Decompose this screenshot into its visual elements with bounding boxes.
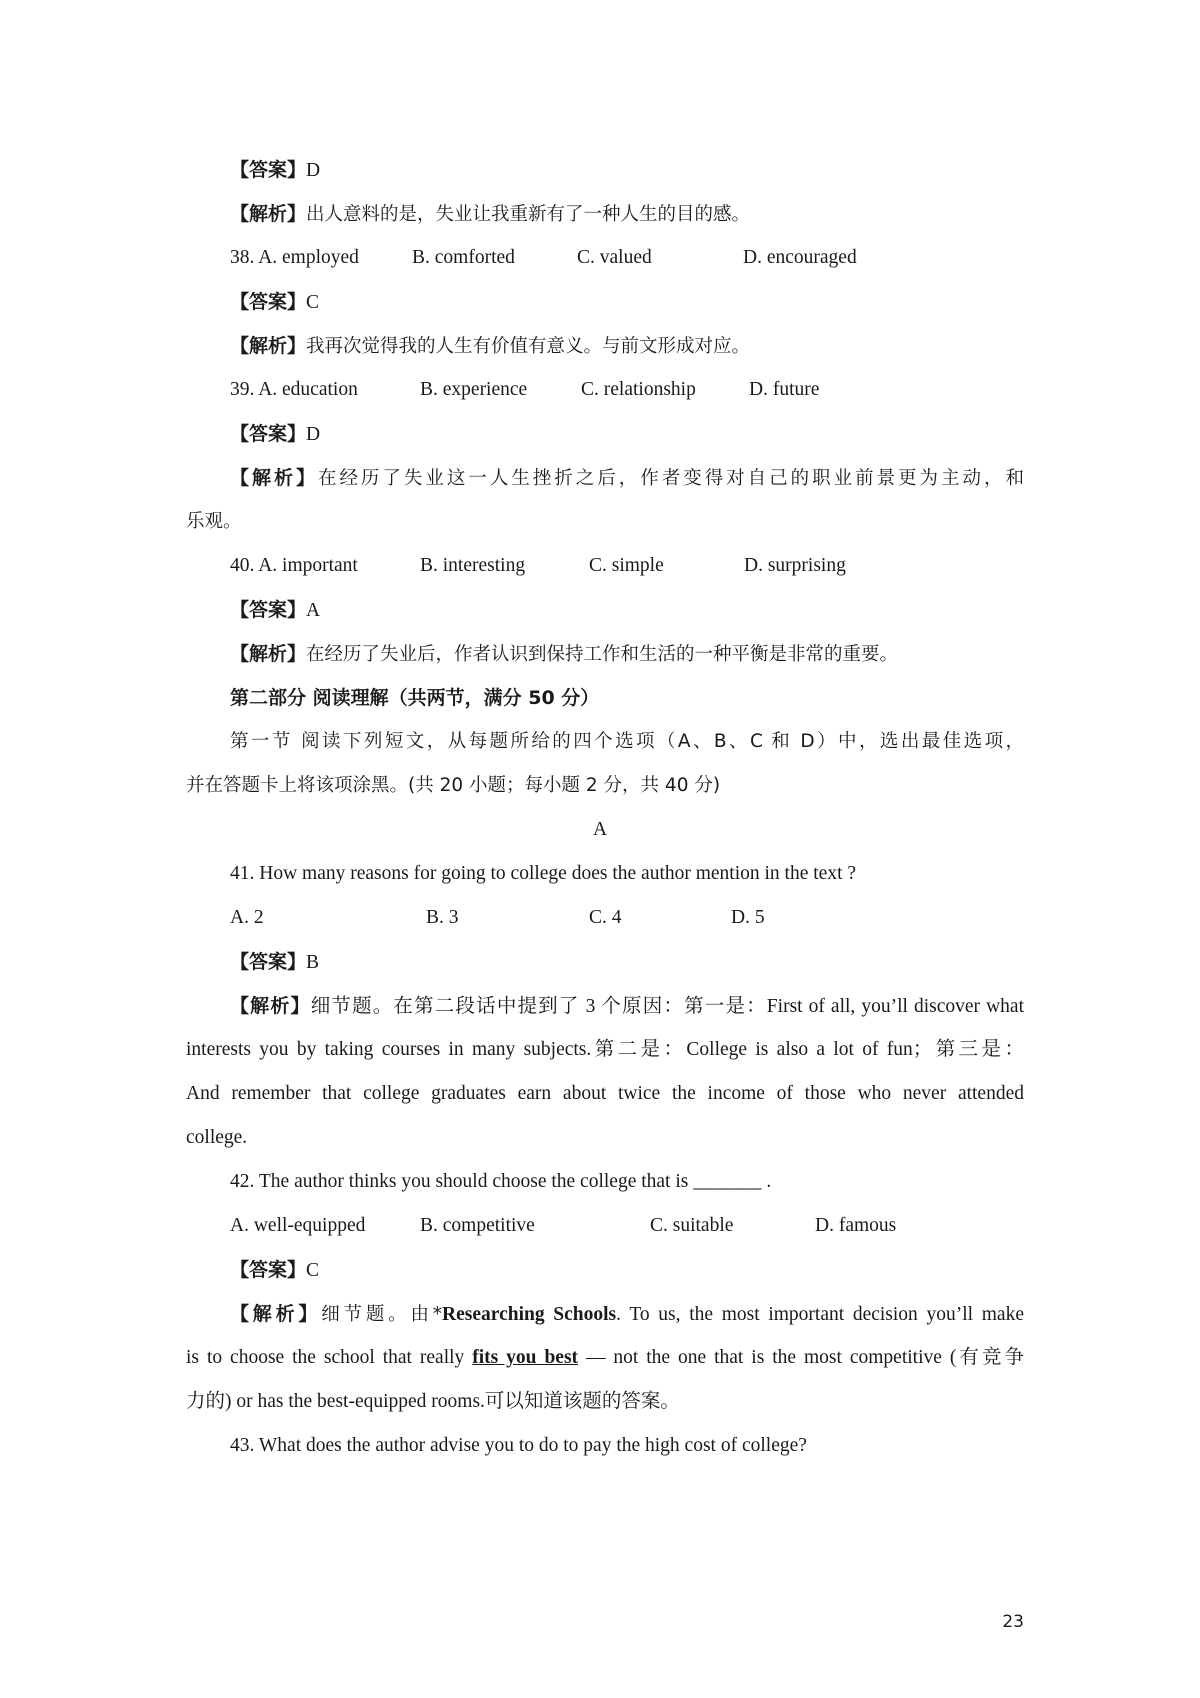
q42-answer: C: [306, 1260, 320, 1281]
q40-analysis: 在经历了失业后，作者认识到保持工作和生活的一种平衡是非常的重要。: [306, 644, 899, 665]
section-instruction-line-1: [0, 724, 1200, 760]
q41-analysis-2: interests you by taking courses in many subjects.第二是：College is also a lot of fun；第三是：: [186, 1039, 1024, 1060]
q42-question-line: [0, 1164, 1200, 1200]
q42-answer-line: [0, 1252, 1200, 1288]
q39-analysis-line-1: [0, 460, 1200, 496]
q38-options-line: [0, 240, 1200, 276]
q40-option-a: 40. A. important: [230, 555, 358, 576]
passage-label: A: [592, 819, 608, 840]
q41-answer: B: [306, 952, 320, 973]
q40-analysis-line: [0, 636, 1200, 672]
q42-options-line: [0, 1208, 1200, 1244]
passage-label-line: [0, 812, 1200, 848]
answer-tag: 【答案】: [230, 159, 307, 181]
q39-answer: D: [306, 424, 321, 445]
q41-answer-line: [0, 944, 1200, 980]
q41-option-c: C. 4: [589, 907, 622, 928]
q39-option-a: 39. A. education: [230, 379, 358, 400]
q41-analysis-line-3: [0, 1076, 1200, 1112]
analysis-tag: 【解析】: [230, 643, 307, 665]
q41-analysis-line-2: [0, 1032, 1200, 1068]
q42-option-a: A. well-equipped: [230, 1215, 366, 1236]
q41-analysis-line-4: [0, 1120, 1200, 1156]
q38-option-b: B. comforted: [412, 247, 515, 268]
q38-answer-line: [0, 284, 1200, 320]
q40-option-d: D. surprising: [744, 555, 846, 576]
q38-analysis: 我再次觉得我的人生有价值有意义。与前文形成对应。: [306, 336, 751, 357]
section-heading-line: [0, 680, 1200, 716]
q37-answer-line: [0, 152, 1200, 188]
q41-analysis-4: college.: [186, 1127, 248, 1148]
q40-answer: A: [306, 600, 321, 621]
q39-number: 39.: [230, 379, 255, 400]
q41-options-line: [0, 900, 1200, 936]
analysis-tag: 【解析】: [230, 1303, 322, 1325]
q41-question: 41. How many reasons for going to college does the author mention in the text ?: [230, 863, 857, 884]
q42-line2-underlined: fits you best: [472, 1347, 579, 1368]
q39-analysis-1: 在经历了失业这一人生挫折之后，作者变得对自己的职业前景更为主动，和: [317, 468, 1024, 489]
answer-tag: 【答案】: [230, 1259, 307, 1281]
q39-option-c: C. relationship: [581, 379, 696, 400]
q37-analysis-line: [0, 196, 1200, 232]
q39-option-b: B. experience: [420, 379, 528, 400]
analysis-tag: 【解析】: [230, 995, 311, 1017]
q42-analysis-line-3: [0, 1384, 1200, 1420]
q38-option-a: 38. A. employed: [230, 247, 359, 268]
q40-answer-line: [0, 592, 1200, 628]
q40-options-line: [0, 548, 1200, 584]
q40-option-b: B. interesting: [420, 555, 526, 576]
q41-option-a: A. 2: [230, 907, 264, 928]
section-heading: 第二部分 阅读理解（共两节，满分 50 分）: [230, 687, 600, 709]
answer-tag: 【答案】: [230, 599, 307, 621]
answer-tag: 【答案】: [230, 951, 307, 973]
section-instruction-1: 第一节 阅读下列短文，从每题所给的四个选项（A、B、C 和 D）中，选出最佳选项，: [230, 731, 1024, 752]
q42-option-d: D. famous: [815, 1215, 897, 1236]
q42-option-b: B. competitive: [420, 1215, 535, 1236]
q42-analysis-bold: Researching Schools: [442, 1304, 617, 1325]
q42-analysis-line-2: [0, 1340, 1200, 1376]
q42-option-c: C. suitable: [650, 1215, 734, 1236]
q38-number: 38.: [230, 247, 255, 268]
q39-options-line: [0, 372, 1200, 408]
analysis-tag: 【解析】: [230, 203, 307, 225]
q42-analysis-line-1: [0, 1296, 1200, 1332]
q37-answer: D: [306, 160, 321, 181]
analysis-tag: 【解析】: [230, 335, 307, 357]
section-instruction-line-2: [0, 768, 1200, 804]
q38-analysis-line: [0, 328, 1200, 364]
q43-question-line: [0, 1428, 1200, 1464]
q38-option-d: D. encouraged: [743, 247, 857, 268]
q39-answer-line: [0, 416, 1200, 452]
q39-analysis-2: 乐观。: [186, 511, 242, 532]
page-number: 23: [1002, 1612, 1024, 1632]
q41-option-b: B. 3: [426, 907, 459, 928]
q37-analysis: 出人意料的是，失业让我重新有了一种人生的目的感。: [306, 204, 751, 225]
q42-analysis-post: . To us, the most important decision you’ll make: [616, 1304, 1024, 1325]
q40-option-c: C. simple: [589, 555, 664, 576]
q42-line2-pre: is to choose the school that really: [186, 1347, 473, 1368]
q42-analysis-pre: 细节题。由*: [321, 1304, 443, 1325]
section-instruction-2: 并在答题卡上将该项涂黑。(共 20 小题；每小题 2 分，共 40 分): [186, 775, 721, 796]
q39-analysis-line-2: [0, 504, 1200, 540]
answer-tag: 【答案】: [230, 423, 307, 445]
q39-option-d: D. future: [749, 379, 820, 400]
q42-line2-post: — not the one that is the most competitive (有竞争: [578, 1347, 1025, 1368]
q41-option-d: D. 5: [731, 907, 765, 928]
q42-analysis-3: 力的) or has the best-equipped rooms.可以知道该题的答案。: [186, 1391, 680, 1412]
q43-question: 43. What does the author advise you to do to pay the high cost of college?: [230, 1435, 807, 1456]
q38-option-c: C. valued: [577, 247, 652, 268]
q41-analysis-line-1: [0, 988, 1200, 1024]
q40-number: 40.: [230, 555, 255, 576]
q38-answer: C: [306, 292, 320, 313]
answer-tag: 【答案】: [230, 291, 307, 313]
q41-question-line: [0, 856, 1200, 892]
analysis-tag: 【解析】: [230, 467, 318, 489]
q42-question: 42. The author thinks you should choose the college that is _______ .: [230, 1171, 772, 1192]
q41-analysis-1: 细节题。在第二段话中提到了 3 个原因：第一是：First of all, you’ll discover what: [310, 996, 1024, 1017]
q41-analysis-3: And remember that college graduates earn about twice the income of those who never attended: [186, 1083, 1024, 1104]
